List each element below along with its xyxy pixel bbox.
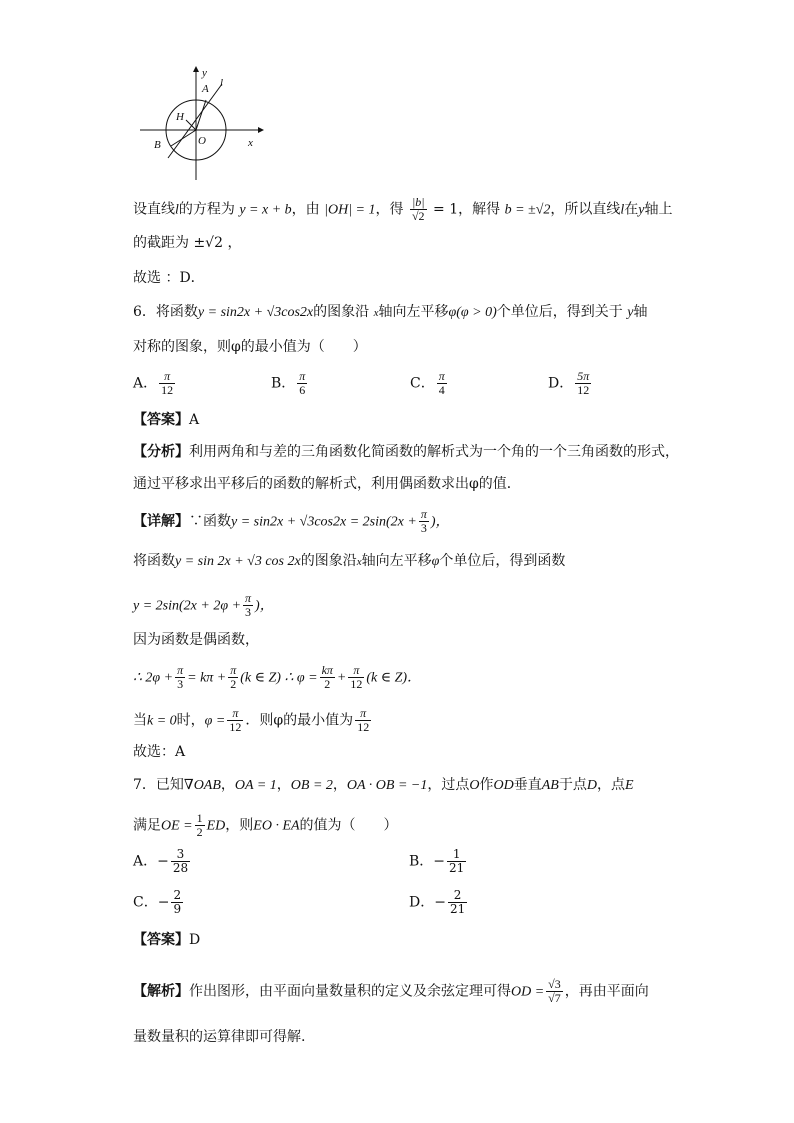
label-x: x <box>248 137 253 149</box>
label-o: O <box>198 135 206 147</box>
q6-option-d[interactable]: D． $\frac{5\pi}{12}$ <box>548 369 590 397</box>
label-h: H <box>176 111 184 123</box>
q6-detail-line2: 将函数y = sin 2x + √3 cos 2x的图象沿x轴向左平移φ个单位后，得到函数 <box>133 553 566 569</box>
q5-line1: 设直线l的方程为 y = x + b，由 |OH| = 1，得 $\frac{|b|}{√2}$ = 1，解得 b = ±√2，所以直线l在y轴上 <box>133 195 673 223</box>
q7-stem-line2: 满足OE = $\frac{1}{2}$ ED，则EO · EA的值为（ ） <box>133 811 398 839</box>
q7-stem-line1: 7．已知∇OAB，OA = 1，OB = 2，OA · OB = −1，过点O作OD垂直AB于点D，点E <box>133 777 634 793</box>
q5-answer: 故选 ：D． <box>133 270 205 286</box>
q6-option-b[interactable]: B． $\frac{\pi}{6}$ <box>271 369 306 397</box>
label-a: A <box>202 83 209 95</box>
label-y: y <box>202 67 207 79</box>
q6-detail-line5: ∴ 2φ + $\frac{\pi}{3}$ = kπ + $\frac{\pi}{2}$ (k ∈ Z) ∴ φ = $\frac{k\pi}{2}$ + $\frac{\pi}{12}$ (k ∈ Z)． <box>133 663 422 691</box>
label-l: l <box>220 77 224 89</box>
q7-analysis-line2: 量数量积的运算律即可得解. <box>133 1029 306 1045</box>
q6-detail-line1: 【详解】∵函数y = sin2x + √3cos2x = 2sin(2x + $\frac{\pi}{3}$ )， <box>133 507 450 535</box>
fraction-b-over-root2: $\frac{|b|}{√2}$ <box>411 195 425 223</box>
q5-line2: 的截距为 ±√2 ， <box>133 235 242 251</box>
q7-option-c[interactable]: C．− $\frac{2}{9}$ <box>133 888 182 916</box>
x-axis-arrow-icon <box>258 127 264 133</box>
q6-option-a[interactable]: A． $\frac{\pi}{12}$ <box>133 369 174 397</box>
q6-analysis-line2: 通过平移求出平移后的函数的解析式，利用偶函数求出φ的值． <box>133 476 521 492</box>
q7-option-b[interactable]: B．− $\frac{1}{21}$ <box>409 847 465 875</box>
q6-final-answer: 故选：A <box>133 744 186 760</box>
q7-answer: 【答案】D <box>133 932 201 948</box>
y-axis-arrow-icon <box>193 66 199 72</box>
q6-analysis-line1: 【分析】利用两角和与差的三角函数化简函数的解析式为一个角的一个三角函数的形式， <box>133 444 679 460</box>
q6-stem-line2: 对称的图象，则φ的最小值为（ ） <box>133 339 367 355</box>
q6-option-c[interactable]: C． $\frac{\pi}{4}$ <box>410 369 445 397</box>
q6-detail-line4: 因为函数是偶函数， <box>133 632 259 648</box>
q7-option-d[interactable]: D．− $\frac{2}{21}$ <box>409 888 466 916</box>
label-b: B <box>154 139 161 151</box>
q6-answer: 【答案】A <box>133 412 200 428</box>
unit-circle-figure <box>130 62 270 182</box>
q6-stem-line1: 6．将函数y = sin2x + √3cos2x的图象沿 x轴向左平移φ(φ > 0)个单位后，得到关于 y轴 <box>133 304 648 320</box>
segment-oa <box>196 100 206 130</box>
q7-option-a[interactable]: A．− $\frac{3}{28}$ <box>133 847 189 875</box>
q6-detail-line6: 当k = 0时，φ = $\frac{\pi}{12}$ ．则φ的最小值为 $\frac{\pi}{12}$ <box>133 706 370 734</box>
q6-detail-line3: y = 2sin(2x + 2φ + $\frac{\pi}{3}$ )， <box>133 591 274 619</box>
segment-ob <box>171 130 196 146</box>
q7-analysis-line1: 【解析】作出图形，由平面向量数量积的定义及余弦定理可得OD = $\frac{√3}{√7}$ ，再由平面向 <box>133 977 649 1005</box>
